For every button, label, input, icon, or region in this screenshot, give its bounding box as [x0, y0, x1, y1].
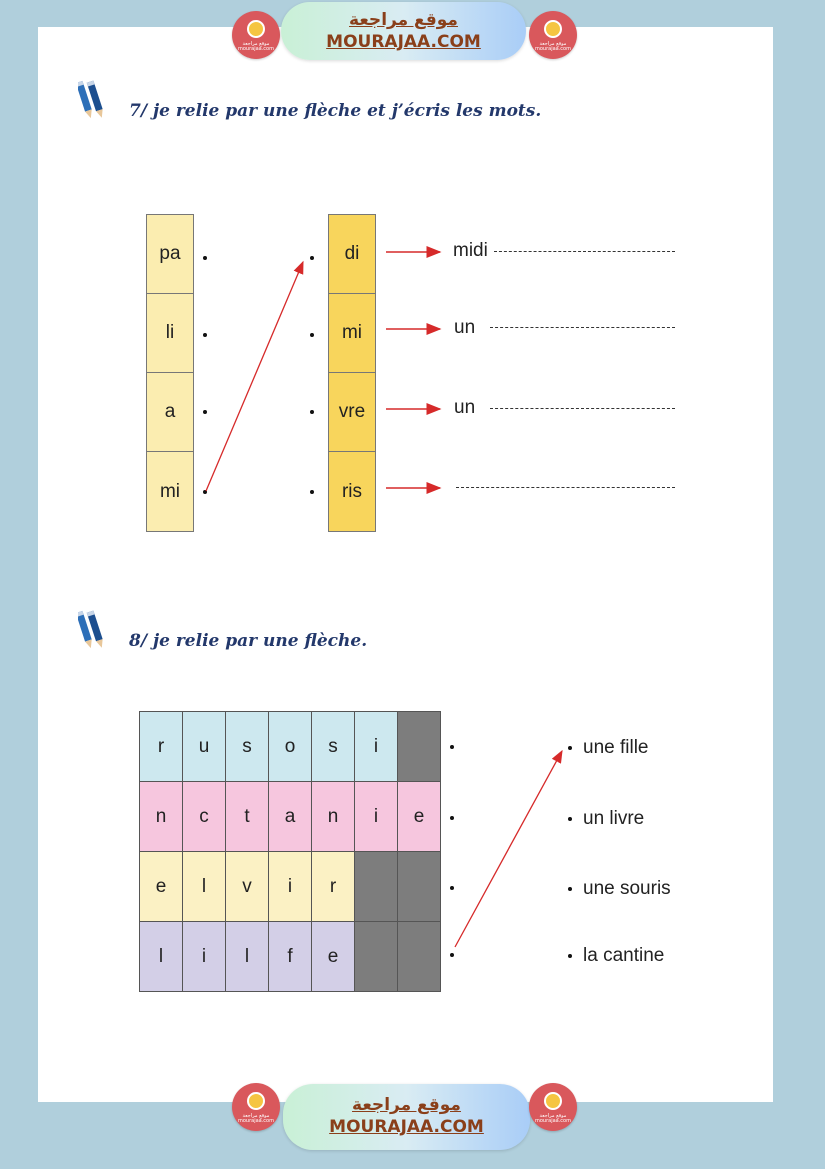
connect-dot[interactable]	[568, 817, 572, 821]
word-choice: la cantine	[583, 945, 665, 966]
letter-grid	[139, 711, 441, 992]
exercise-8-title: 8/ je relie par une flèche.	[129, 631, 368, 651]
word-choice: un livre	[583, 808, 645, 829]
word-choice: une souris	[583, 878, 671, 899]
logo-text: موقع مراجعة mourajaa.com	[237, 1113, 274, 1124]
grid-cell: f	[269, 922, 312, 992]
grid-cell: s	[312, 712, 355, 782]
grid-row	[140, 782, 441, 852]
answer-word: midi	[453, 240, 488, 261]
grid-row	[140, 852, 441, 922]
grid-cell: c	[183, 782, 226, 852]
banner-arabic-title: موقع مراجعة	[352, 1095, 461, 1115]
banner-site-name: MOURAJAA.COM	[326, 32, 481, 52]
left-syllable: a	[147, 373, 193, 452]
logo-emblem-icon	[544, 1092, 562, 1110]
grid-cell: i	[269, 852, 312, 922]
right-syllable: vre	[329, 373, 375, 452]
connect-dot[interactable]	[450, 886, 454, 890]
answer-line[interactable]	[456, 487, 675, 488]
connect-dot[interactable]	[450, 953, 454, 957]
answer-word: un	[454, 397, 476, 418]
answer-line[interactable]	[490, 408, 675, 409]
exercise-7-title: 7/ je relie par une flèche et j’écris les mots.	[129, 101, 542, 121]
banner-site-name: MOURAJAA.COM	[329, 1117, 484, 1137]
right-syllable: mi	[329, 294, 375, 373]
logo-emblem-icon	[247, 1092, 265, 1110]
grid-cell-empty	[398, 852, 441, 922]
grid-cell: n	[140, 782, 183, 852]
answer-arrow	[206, 262, 303, 491]
connect-dot[interactable]	[568, 887, 572, 891]
left-syllable: li	[147, 294, 193, 373]
grid-cell-empty	[398, 712, 441, 782]
right-syllable: di	[329, 215, 375, 294]
answer-line[interactable]	[490, 327, 675, 328]
grid-cell: l	[183, 852, 226, 922]
right-syllable: ris	[341, 480, 363, 502]
grid-cell: o	[269, 712, 312, 782]
pencils-icon	[78, 608, 108, 650]
connect-dot[interactable]	[450, 816, 454, 820]
grid-cell: n	[312, 782, 355, 852]
grid-cell: e	[312, 922, 355, 992]
grid-cell: t	[226, 782, 269, 852]
connect-dot[interactable]	[568, 954, 572, 958]
footer-banner[interactable]	[283, 1084, 530, 1150]
grid-row	[140, 712, 441, 782]
word-choice: une fille	[583, 737, 649, 758]
site-logo-left[interactable]	[232, 1083, 280, 1131]
grid-cell: u	[183, 712, 226, 782]
grid-cell-empty	[355, 852, 398, 922]
answer-line[interactable]	[494, 251, 675, 252]
grid-cell: i	[183, 922, 226, 992]
left-syllable: pa	[147, 215, 193, 294]
grid-cell: i	[355, 712, 398, 782]
connect-dot[interactable]	[568, 746, 572, 750]
logo-text: موقع مراجعة mourajaa.com	[237, 41, 274, 52]
connect-dot[interactable]	[450, 745, 454, 749]
answer-word: un	[454, 317, 476, 338]
left-syllable: mi	[159, 480, 181, 502]
grid-cell-empty	[355, 922, 398, 992]
grid-cell: i	[355, 782, 398, 852]
grid-cell: e	[398, 782, 441, 852]
logo-text: موقع مراجعة mourajaa.com	[534, 1113, 571, 1124]
grid-cell: r	[140, 712, 183, 782]
grid-row	[140, 922, 441, 992]
banner-arabic-title: موقع مراجعة	[349, 10, 458, 30]
grid-cell: l	[140, 922, 183, 992]
grid-cell: s	[226, 712, 269, 782]
grid-cell: v	[226, 852, 269, 922]
logo-text: موقع مراجعة mourajaa.com	[534, 41, 571, 52]
grid-cell: r	[312, 852, 355, 922]
grid-cell: a	[269, 782, 312, 852]
grid-cell: e	[140, 852, 183, 922]
grid-cell-empty	[398, 922, 441, 992]
site-logo-right[interactable]	[529, 1083, 577, 1131]
choice-arrow	[455, 751, 562, 947]
grid-cell: l	[226, 922, 269, 992]
